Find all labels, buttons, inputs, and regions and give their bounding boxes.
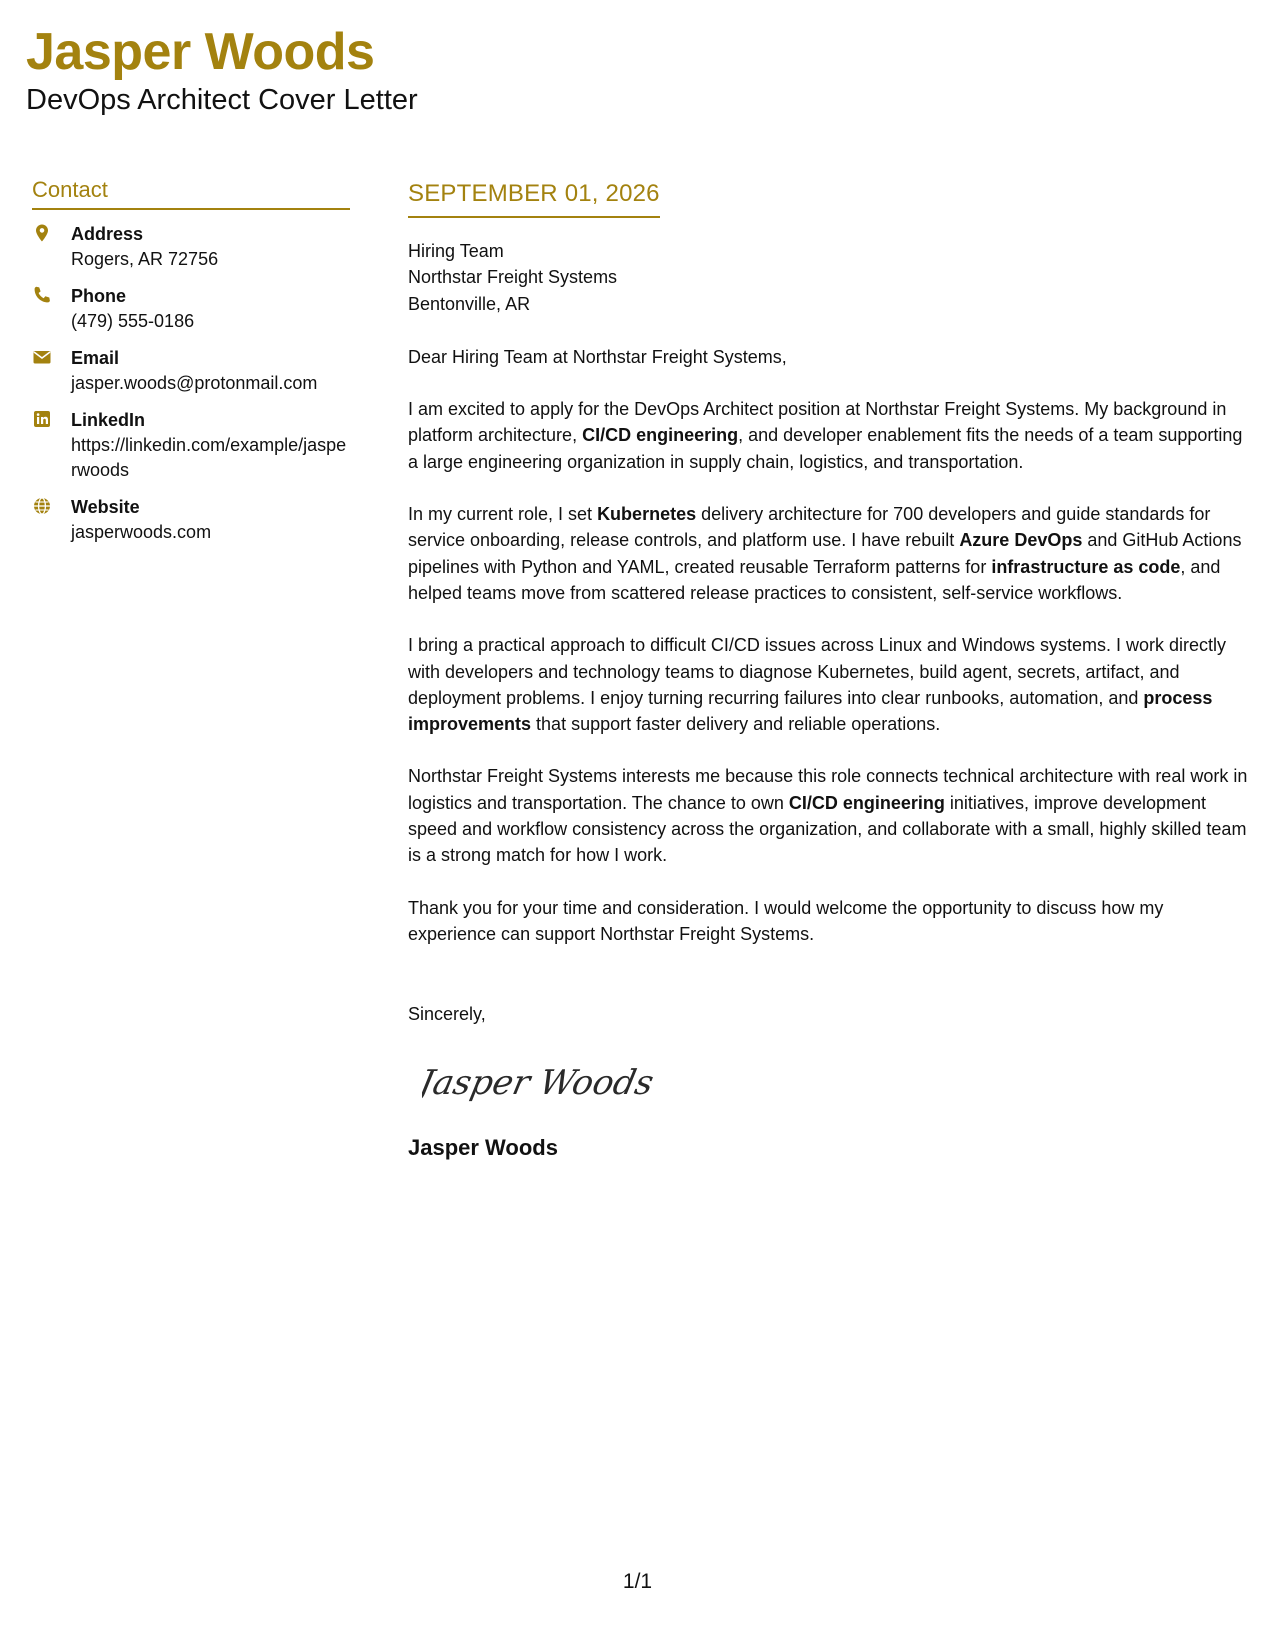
emphasized-text: CI/CD engineering	[788, 792, 945, 813]
envelope-icon	[32, 347, 54, 369]
emphasized-text: infrastructure as code	[991, 556, 1181, 577]
emphasized-text: CI/CD engineering	[582, 425, 739, 446]
recipient-line: Bentonville, AR	[408, 293, 531, 314]
contact-label: Phone	[71, 286, 127, 306]
paragraph-text: , and developer enablement fits the needs of a team supporting a large engineering organization in supply chain, logistics, and transportation.	[408, 425, 1243, 472]
signature-script: Jasper Woods	[422, 1062, 658, 1103]
emphasized-text: Azure DevOps	[959, 530, 1083, 551]
body-paragraph	[408, 632, 1250, 737]
linkedin-value[interactable]: https://linkedin.com/example/jasperwoods	[71, 435, 347, 480]
letter-body	[408, 178, 1250, 1162]
paragraph-text: I bring a practical approach to difficult CI/CD issues across Linux and Windows systems. I work directly with developers and technology teams to diagnose Kubernetes, build agent, secrets, artifact, and deployment problems. I enjoy turning recurring failures into clear runbooks, automation, and	[408, 635, 1226, 708]
recipient-line: Hiring Team	[408, 241, 504, 261]
paragraph-text: I am excited to apply for the DevOps Architect position at Northstar Freight Systems. My background in platform architecture,	[408, 399, 1227, 446]
body-paragraph	[408, 396, 1250, 475]
recipient-block	[408, 238, 1250, 317]
contact-item-phone	[32, 284, 350, 334]
body-paragraph	[408, 763, 1250, 868]
paragraph-text: Thank you for your time and consideration. I would welcome the opportunity to discuss how my experience can support Northstar Freight Systems.	[408, 897, 1164, 944]
globe-icon	[32, 496, 54, 518]
body-paragraph	[408, 895, 1250, 948]
contact-section-title: Contact	[32, 176, 350, 210]
letter-date: SEPTEMBER 01, 2026	[408, 178, 660, 218]
contact-list	[32, 222, 350, 545]
handwritten-signature	[422, 1054, 1250, 1114]
contact-item-linkedin	[32, 408, 350, 483]
greeting: Dear Hiring Team at Northstar Freight Systems,	[408, 346, 787, 367]
location-pin-icon	[32, 223, 54, 245]
signer-name: Jasper Woods	[408, 1134, 558, 1160]
closing: Sincerely,	[408, 1004, 486, 1025]
paragraph-text: Northstar Freight Systems interests me because this role connects technical architecture with real work in logistics and transportation. The chance to own	[408, 766, 1248, 813]
phone-value: (479) 555-0186	[71, 311, 195, 331]
contact-label: Email	[71, 348, 120, 368]
applicant-name: Jasper Woods	[26, 23, 375, 81]
paragraph-text: In my current role, I set	[408, 504, 598, 525]
page-number: 1/1	[622, 1570, 653, 1593]
emphasized-text: Kubernetes	[597, 504, 697, 525]
paragraph-text: , and helped teams move from scattered release practices to consistent, self-service workflows.	[408, 556, 1221, 603]
linkedin-icon	[32, 409, 54, 431]
contact-item-email	[32, 346, 350, 396]
contact-label: Website	[71, 497, 140, 517]
email-value[interactable]: jasper.woods@protonmail.com	[71, 373, 318, 393]
contact-item-address	[32, 222, 350, 272]
body-paragraph	[408, 501, 1250, 606]
document-subtitle: DevOps Architect Cover Letter	[26, 84, 418, 116]
letter-header	[26, 22, 418, 118]
paragraph-text: and GitHub Actions pipelines with Python and YAML, created reusable Terraform patterns for	[408, 530, 1242, 577]
paragraph-text: that support faster delivery and reliable operations.	[531, 714, 941, 735]
address-value: Rogers, AR 72756	[71, 249, 219, 269]
recipient-line: Northstar Freight Systems	[408, 267, 618, 288]
contact-item-website	[32, 495, 350, 545]
paragraph-text: initiatives, improve development speed and workflow consistency across the organization, and collaborate with a small, highly skilled team is a strong match for how I work.	[408, 792, 1247, 866]
contact-label: Address	[71, 224, 144, 244]
website-value[interactable]: jasperwoods.com	[71, 522, 212, 542]
phone-icon	[32, 285, 54, 307]
emphasized-text: process improvements	[408, 687, 1213, 735]
paragraph-text: delivery architecture for 700 developers and guide standards for service onboarding, release controls, and platform use. I have rebuilt	[408, 504, 1211, 551]
contact-sidebar	[32, 176, 350, 557]
contact-label: LinkedIn	[71, 410, 146, 430]
